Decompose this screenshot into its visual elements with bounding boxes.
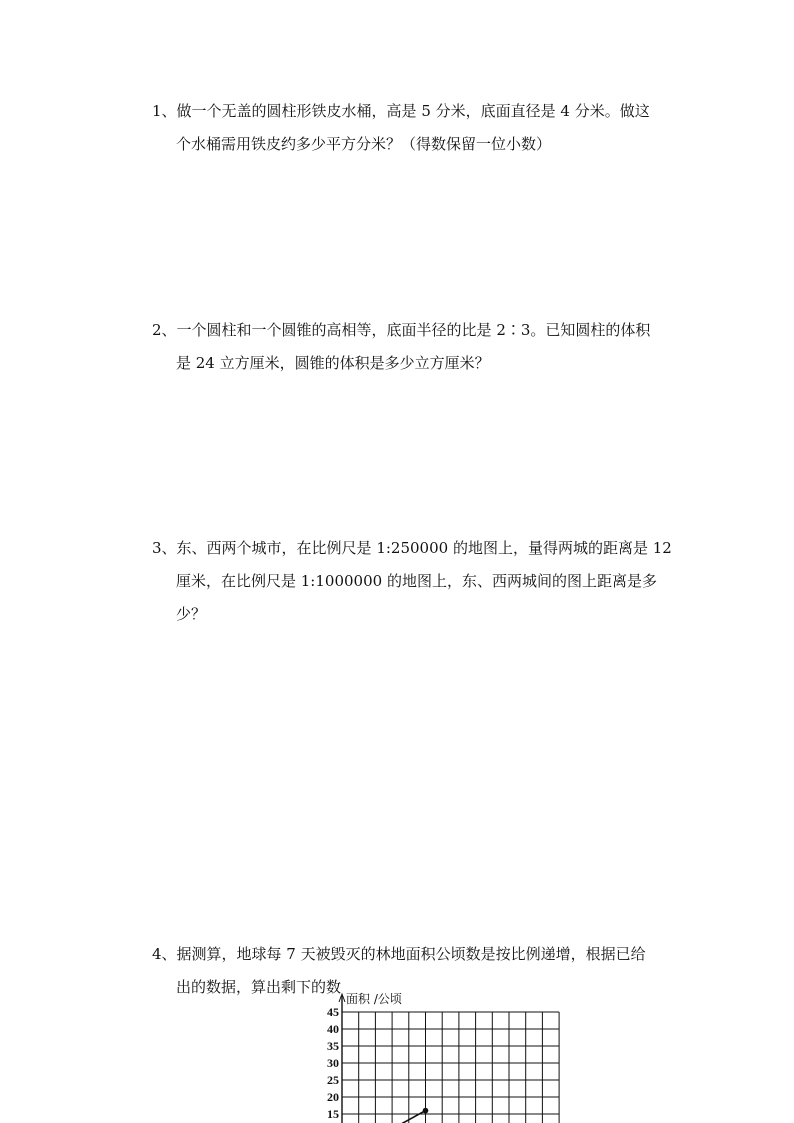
question-4-line-1: 4、据测算，地球每 7 天被毁灭的林地面积公顷数是按比例递增，根据已给 (152, 945, 646, 963)
series-line (386, 1111, 426, 1123)
chart-svg (300, 988, 600, 1123)
y-tick-label: 15 (327, 1107, 339, 1121)
question-2-line-1: 2、一个圆柱和一个圆锥的高相等，底面半径的比是 2∶3。已知圆柱的体积 (152, 321, 651, 339)
question-1-line-2: 个水桶需用铁皮约多少平方分米？（得数保留一位小数） (176, 135, 552, 153)
y-tick-label: 20 (327, 1090, 339, 1104)
area-chart (300, 988, 600, 1123)
y-axis-label: 面积 /公顷 (346, 992, 402, 1006)
question-3-line-2: 厘米，在比例尺是 1:1000000 的地图上，东、西两城间的图上距离是多 (176, 572, 657, 590)
question-1 (152, 95, 678, 161)
y-tick-label: 40 (327, 1022, 339, 1036)
question-4-line-2: 出的数据，算出剩下的数 (176, 978, 342, 996)
question-1-line-1: 1、做一个无盖的圆柱形铁皮水桶，高是 5 分米，底面直径是 4 分米。做这 (152, 102, 650, 120)
question-3-line-3: 少？ (176, 605, 207, 623)
y-tick-label: 45 (327, 1005, 339, 1019)
y-tick-label: 30 (327, 1056, 339, 1070)
y-tick-label: 25 (327, 1073, 339, 1087)
y-tick-label: 35 (327, 1039, 339, 1053)
question-2-line-2: 是 24 立方厘米，圆锥的体积是多少立方厘米？ (176, 354, 490, 372)
question-2 (152, 314, 678, 380)
question-3 (152, 532, 678, 631)
y-tick-labels (327, 1005, 339, 1121)
data-point (423, 1108, 429, 1114)
chart-grid (339, 994, 559, 1123)
question-3-line-1: 3、东、西两个城市，在比例尺是 1:250000 的地图上，量得两城的距离是 12 (152, 539, 672, 557)
